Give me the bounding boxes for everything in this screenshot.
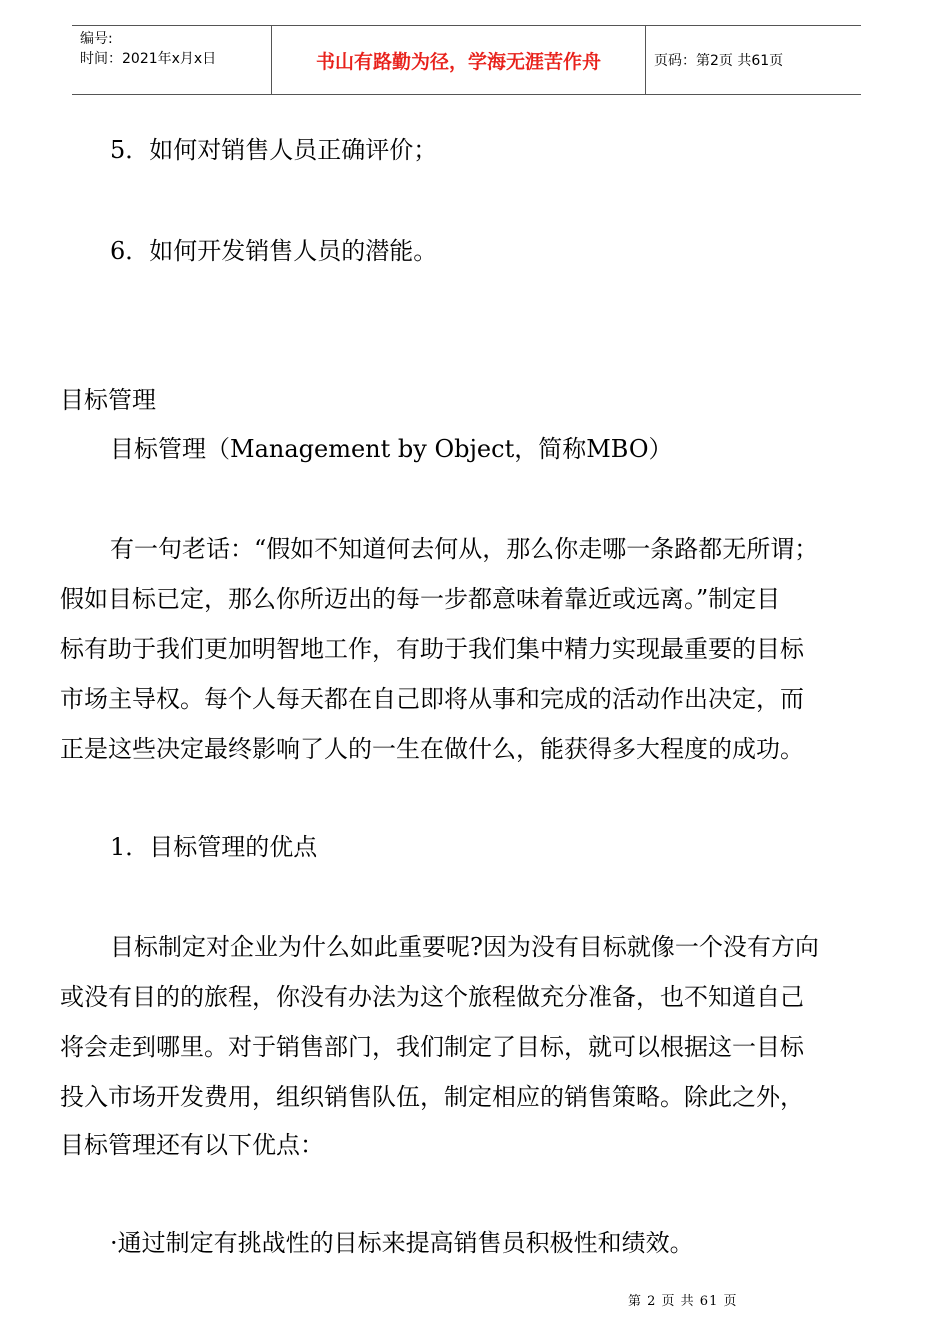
paragraph-line: 市场主导权。每个人每天都在自己即将从事和完成的活动作出决定，而 [60, 685, 804, 713]
doc-time-label: 时间：2021年x月x日 [80, 51, 217, 67]
paragraph-line: 或没有目的的旅程，你没有办法为这个旅程做充分准备，也不知道自己 [60, 983, 804, 1011]
paragraph-line: 目标管理还有以下优点： [60, 1131, 324, 1159]
list-item-5: 5．如何对销售人员正确评价； [110, 136, 438, 164]
paragraph-line: 正是这些决定最终影响了人的一生在做什么，能获得多大程度的成功。 [60, 735, 804, 763]
section-subtitle: 目标管理（Management by Object，简称MBO） [110, 435, 673, 463]
header-meta [72, 26, 272, 94]
list-item-6: 6．如何开发销售人员的潜能。 [110, 237, 438, 265]
paragraph-line: 将会走到哪里。对于销售部门，我们制定了目标，就可以根据这一目标 [60, 1033, 804, 1061]
paragraph-line: 投入市场开发费用，组织销售队伍，制定相应的销售策略。除此之外， [60, 1083, 804, 1111]
paragraph-line: 目标制定对企业为什么如此重要呢?因为没有目标就像一个没有方向 [110, 933, 819, 961]
paragraph-line: 假如目标已定，那么你所迈出的每一步都意味着靠近或远离。”制定目 [60, 585, 781, 613]
doc-number-label: 编号: [80, 31, 113, 47]
paragraph-line: 标有助于我们更加明智地工作，有助于我们集中精力实现最重要的目标 [60, 635, 804, 663]
paragraph-line: 有一句老话：“假如不知道何去何从，那么你走哪一条路都无所谓； [110, 535, 819, 563]
section-title: 目标管理 [60, 386, 156, 414]
page-footer: 第 2 页 共 61 页 [628, 1294, 738, 1309]
header-page-info: 页码：第2页 共61页 [654, 53, 784, 69]
page-header [72, 25, 861, 95]
bullet-item: ·通过制定有挑战性的目标来提高销售员积极性和绩效。 [110, 1229, 694, 1257]
header-motto: 书山有路勤为径，学海无涯苦作舟 [272, 26, 646, 94]
subsection-heading: 1．目标管理的优点 [110, 833, 318, 861]
